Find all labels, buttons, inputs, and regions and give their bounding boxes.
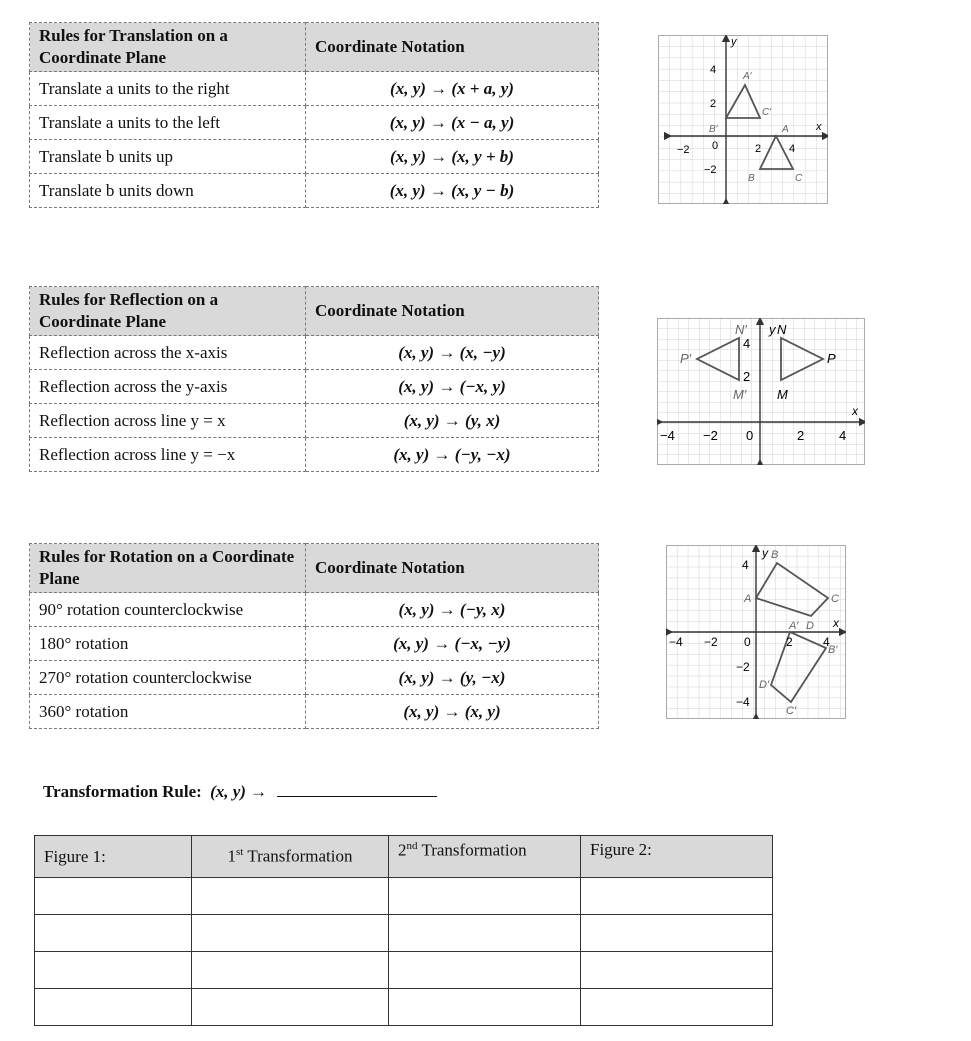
second-transformation-text: Transformation (417, 840, 527, 860)
reflection-header: Rules for Reflection on a Coordinate Plane (30, 287, 306, 336)
answer-cell[interactable] (389, 989, 581, 1026)
point-label: C (831, 593, 839, 605)
second-transformation-number: 2 (398, 840, 407, 860)
answer-cell[interactable] (35, 915, 192, 952)
tick-label: −4 (669, 635, 683, 649)
answer-cell[interactable] (192, 952, 389, 989)
point-label: A (782, 124, 789, 135)
x-label: x (852, 404, 858, 418)
table-row-notation: (x, y) → (−y, −x) (306, 438, 599, 472)
answer-cell[interactable] (581, 878, 773, 915)
table-row (35, 878, 773, 915)
point-label: B (771, 549, 779, 561)
tick-label: −2 (677, 144, 690, 156)
answer-cell[interactable] (389, 915, 581, 952)
table-row-rule: 180° rotation (30, 627, 306, 661)
transformation-rule-label: Transformation Rule: (43, 782, 202, 801)
point-label: A′ (743, 71, 752, 82)
tick-label: 2 (710, 98, 717, 110)
tick-label: 4 (823, 635, 830, 649)
tick-label: 4 (839, 428, 847, 443)
first-transformation-header (192, 836, 389, 878)
table-row-notation: (x, y) → (−y, x) (306, 593, 599, 627)
table-row (35, 989, 773, 1026)
tick-label: 2 (786, 635, 793, 649)
point-label: C′ (762, 107, 772, 118)
tick-label: 0 (744, 635, 751, 649)
point-label: A (744, 593, 752, 605)
tick-label: 0 (712, 140, 719, 152)
reflection-notation-header: Coordinate Notation (306, 287, 599, 336)
point-label: C′ (786, 705, 797, 717)
table-row-notation: (x, y) → (x, y − b) (306, 174, 599, 208)
table-row-notation: (x, y) → (y, x) (306, 404, 599, 438)
tick-label: −2 (704, 635, 718, 649)
point-label: D (806, 620, 814, 632)
table-row-notation: (x, y) → (x + a, y) (306, 72, 599, 106)
figure1-header: Figure 1: (35, 836, 192, 878)
tick-label: −2 (704, 164, 717, 176)
rotation-graph (666, 545, 846, 719)
transformation-rule (43, 782, 437, 802)
tick-label: 2 (755, 143, 762, 155)
answer-cell[interactable] (192, 989, 389, 1026)
figure2-header: Figure 2: (581, 836, 773, 878)
tick-label: −4 (660, 428, 675, 443)
second-transformation-suffix: nd (406, 840, 418, 852)
x-label: x (816, 121, 822, 133)
point-label: B (748, 173, 755, 184)
transformation-rule-expr: (x, y) → (210, 782, 268, 801)
point-label: M (777, 387, 788, 402)
table-row-rule: 90° rotation counterclockwise (30, 593, 306, 627)
answer-cell[interactable] (35, 989, 192, 1026)
table-row (35, 915, 773, 952)
table-row-rule: Reflection across the x-axis (30, 336, 306, 370)
answer-cell[interactable] (389, 952, 581, 989)
reflection-graph (657, 318, 865, 465)
answer-cell[interactable] (35, 952, 192, 989)
tick-label: 4 (743, 336, 751, 351)
table-row-rule: Reflection across line y = −x (30, 438, 306, 472)
tick-label: 2 (797, 428, 805, 443)
rotation-notation-header: Coordinate Notation (306, 544, 599, 593)
point-label: M′ (733, 387, 747, 402)
table-row-notation: (x, y) → (x − a, y) (306, 106, 599, 140)
transformation-rule-blank[interactable] (277, 782, 437, 797)
translation-header: Rules for Translation on a Coordinate Plane (30, 23, 306, 72)
rotation-table (29, 543, 599, 729)
grid (658, 319, 865, 465)
point-label: N′ (735, 322, 747, 337)
answer-cell[interactable] (192, 915, 389, 952)
answer-cell[interactable] (581, 952, 773, 989)
worksheet-table (34, 835, 773, 1026)
point-label: C (795, 173, 803, 184)
point-label: D′ (759, 679, 770, 691)
translation-graph (658, 35, 828, 204)
second-transformation-header (389, 836, 581, 878)
table-row-rule: Translate a units to the left (30, 106, 306, 140)
table-row-notation: (x, y) → (−x, y) (306, 370, 599, 404)
tick-label: 2 (743, 369, 751, 384)
first-transformation-number: 1 (227, 846, 237, 866)
y-label: y (762, 546, 768, 560)
translation-table (29, 22, 599, 208)
point-label: P′ (680, 351, 692, 366)
point-label: B′ (828, 644, 838, 656)
table-row-notation: (x, y) → (x, −y) (306, 336, 599, 370)
tick-label: 4 (710, 64, 717, 76)
point-label: A′ (789, 620, 799, 632)
translation-notation-header: Coordinate Notation (306, 23, 599, 72)
tick-label: 0 (746, 428, 754, 443)
reflection-table (29, 286, 599, 472)
table-row-notation: (x, y) → (y, −x) (306, 661, 599, 695)
table-row-notation: (x, y) → (x, y) (306, 695, 599, 729)
table-row (35, 952, 773, 989)
point-label: B′ (709, 124, 718, 135)
tick-label: −2 (736, 660, 750, 674)
point-label: P (827, 351, 836, 366)
rotation-header: Rules for Rotation on a Coordinate Plane (30, 544, 306, 593)
tick-label: 4 (789, 143, 796, 155)
x-label: x (833, 616, 839, 630)
answer-cell[interactable] (581, 989, 773, 1026)
answer-cell[interactable] (192, 878, 389, 915)
tick-label: 4 (742, 558, 749, 572)
y-label: y (731, 36, 737, 48)
table-row-rule: 360° rotation (30, 695, 306, 729)
table-row-rule: Reflection across the y-axis (30, 370, 306, 404)
table-row-rule: Translate b units up (30, 140, 306, 174)
table-row-rule: Translate a units to the right (30, 72, 306, 106)
table-row-rule: Translate b units down (30, 174, 306, 208)
first-transformation-text: Transformation (243, 846, 353, 866)
first-transformation-suffix: st (236, 846, 244, 859)
table-row-notation: (x, y) → (x, y + b) (306, 140, 599, 174)
table-row-rule: Reflection across line y = x (30, 404, 306, 438)
tick-label: −4 (736, 695, 750, 709)
table-row-rule: 270° rotation counterclockwise (30, 661, 306, 695)
point-label: N (777, 322, 787, 337)
answer-cell[interactable] (581, 915, 773, 952)
table-row-notation: (x, y) → (−x, −y) (306, 627, 599, 661)
tick-label: −2 (703, 428, 718, 443)
answer-cell[interactable] (389, 878, 581, 915)
y-label: y (769, 322, 776, 337)
answer-cell[interactable] (35, 878, 192, 915)
